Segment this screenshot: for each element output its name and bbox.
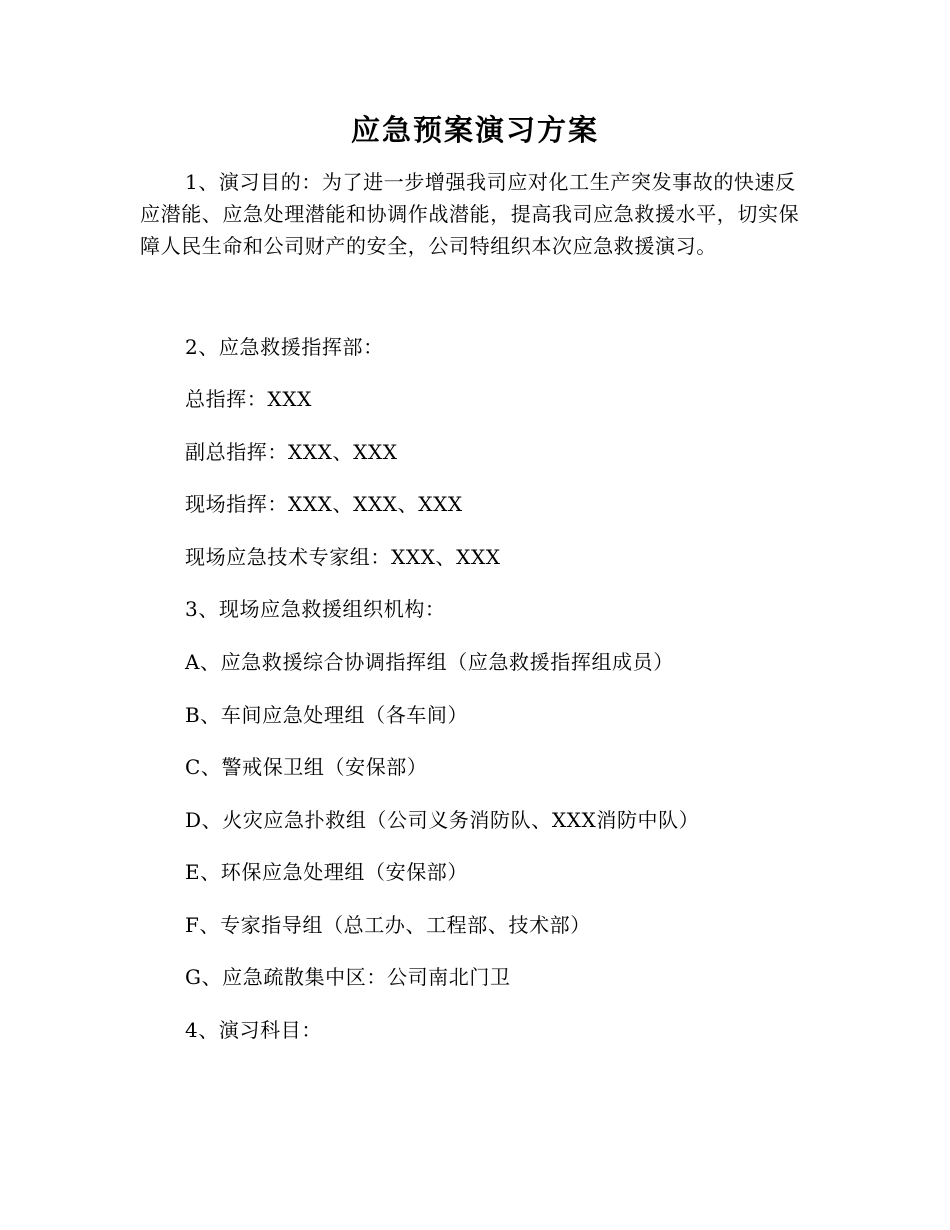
list-item: C、警戒保卫组（安保部） bbox=[185, 755, 428, 779]
list-item: E、环保应急处理组（安保部） bbox=[185, 860, 468, 884]
section-heading-drill-subjects: 4、演习科目： bbox=[185, 1018, 322, 1042]
list-item: F、专家指导组（总工办、工程部、技术部） bbox=[185, 913, 591, 937]
list-item: 总指挥：XXX bbox=[185, 387, 312, 411]
list-item: B、车间应急处理组（各车间） bbox=[185, 703, 469, 727]
document-title: 应急预案演习方案 bbox=[350, 113, 599, 147]
list-item: A、应急救援综合协调指挥组（应急救援指挥组成员） bbox=[185, 650, 674, 674]
intro-paragraph: 1、演习目的：为了进一步增强我司应对化工生产突发事故的快速反应潜能、应急处理潜能和协调作战潜能，提高我司应急救援水平，切实保障人民生命和公司财产的安全，公司特组织本次应急救援演习。 bbox=[140, 170, 800, 258]
list-item: 现场指挥：XXX、XXX、XXX bbox=[185, 492, 463, 516]
section-heading-command: 2、应急救援指挥部： bbox=[185, 335, 384, 359]
list-item: D、火灾应急扑救组（公司义务消防队、XXX消防中队） bbox=[185, 808, 700, 832]
list-item: G、应急疏散集中区：公司南北门卫 bbox=[185, 965, 511, 989]
section-heading-organization: 3、现场应急救援组织机构： bbox=[185, 597, 446, 621]
list-item: 现场应急技术专家组：XXX、XXX bbox=[185, 545, 501, 569]
list-item: 副总指挥：XXX、XXX bbox=[185, 440, 398, 464]
